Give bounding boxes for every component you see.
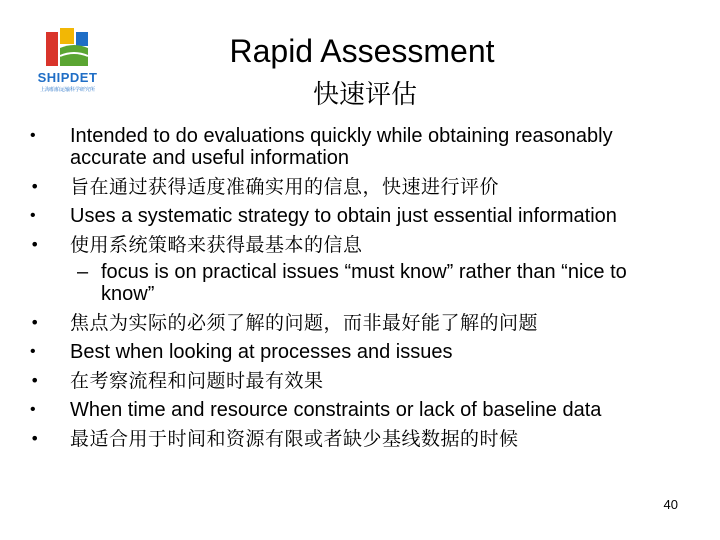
list-item xyxy=(26,234,676,256)
bullet-icon: • xyxy=(30,371,40,390)
bullet-text: Uses a systematic strategy to obtain just essential information xyxy=(70,205,617,227)
list-item xyxy=(26,428,676,450)
list-item xyxy=(26,205,676,227)
dash-icon: – xyxy=(77,261,89,283)
bullet-icon: • xyxy=(30,401,36,418)
bullet-text: Intended to do evaluations quickly while obtaining reasonably accurate and useful information xyxy=(70,125,613,169)
bullet-list xyxy=(26,125,676,457)
bullet-icon: • xyxy=(30,313,40,332)
bullet-text: 焦点为实际的必须了解的问题，而非最好能了解的问题 xyxy=(70,312,539,334)
bullet-icon: • xyxy=(30,127,36,144)
slide-title: Rapid Assessment xyxy=(229,33,495,69)
bullet-text: Best when looking at processes and issues xyxy=(70,341,453,363)
list-item xyxy=(26,125,676,169)
list-item xyxy=(26,176,676,198)
sub-bullet-text: focus is on practical issues “must know” rather than “nice to know” xyxy=(101,261,627,305)
logo-name: SHIPDET xyxy=(37,70,98,85)
bullet-icon: • xyxy=(30,343,36,360)
bullet-text: When time and resource constraints or lack of baseline data xyxy=(70,399,602,421)
slide-subtitle: 快速评估 xyxy=(312,80,417,110)
bullet-icon: • xyxy=(30,177,40,196)
bullet-icon: • xyxy=(30,429,40,448)
bullet-icon: • xyxy=(30,207,36,224)
logo-tagline: 上海船舶运输科学研究所 xyxy=(39,87,95,93)
bullet-text: 使用系统策略来获得最基本的信息 xyxy=(70,234,363,256)
bullet-text: 最适合用于时间和资源有限或者缺少基线数据的时候 xyxy=(70,428,519,450)
list-item xyxy=(26,341,676,363)
bullet-text: 在考察流程和问题时最有效果 xyxy=(70,370,324,392)
list-item xyxy=(26,312,676,334)
bullet-text: 旨在通过获得适度准确实用的信息，快速进行评价 xyxy=(70,176,500,198)
sub-list-item xyxy=(26,261,676,305)
bullet-icon: • xyxy=(30,235,40,254)
list-item xyxy=(26,370,676,392)
page-number: 40 xyxy=(663,497,678,512)
list-item xyxy=(26,399,676,421)
